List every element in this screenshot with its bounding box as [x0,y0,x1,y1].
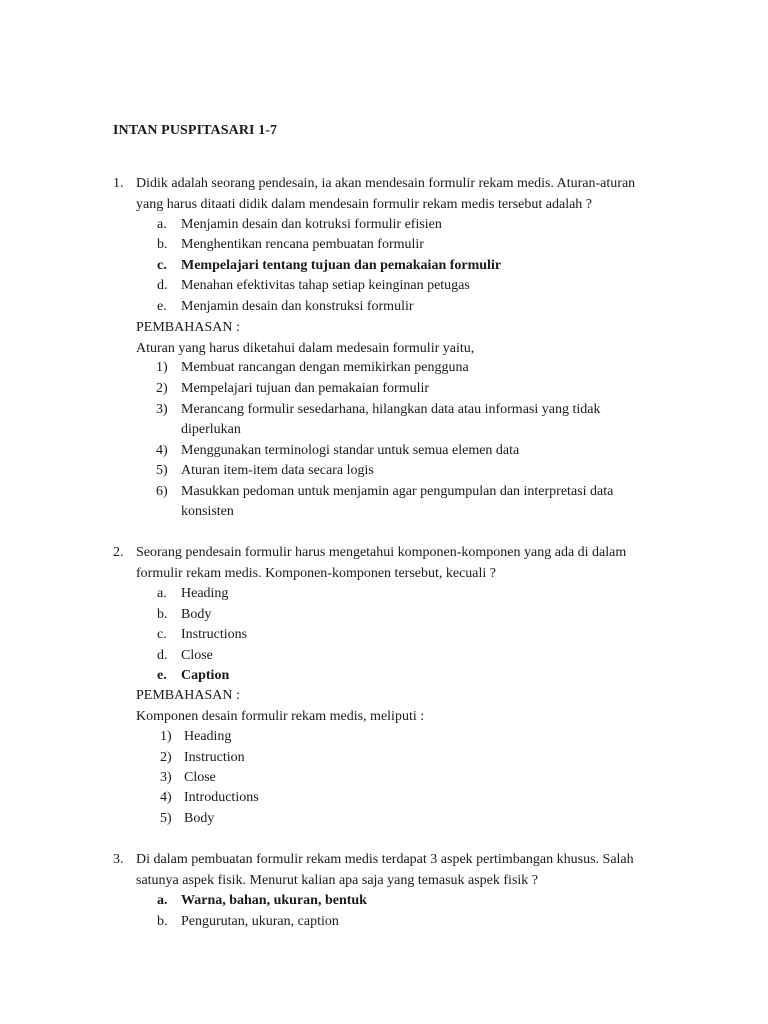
question-1-point-1-number: 1) [156,360,168,375]
question-1-text-line-2: yang harus ditaati didik dalam mendesain formulir rekam medis tersebut adalah ? [136,197,593,212]
question-1-point-6-text-line-2: konsisten [181,504,234,519]
question-3-option-b-text: Pengurutan, ukuran, caption [181,914,339,929]
question-1-option-b-text: Menghentikan rencana pembuatan formulir [181,237,424,252]
question-2-point-2-text: Instruction [184,750,245,765]
question-2-option-c-text: Instructions [181,627,248,642]
question-2-point-1-text: Heading [184,729,232,744]
question-2-option-e-letter: e. [157,668,167,683]
question-3-option-a-text: Warna, bahan, ukuran, bentuk [181,893,367,908]
question-1-option-c-text: Mempelajari tentang tujuan dan pemakaian formulir [181,258,502,273]
question-1-option-e-text: Menjamin desain dan konstruksi formulir [181,299,414,314]
question-1-option-a-letter: a. [157,217,167,232]
question-1-number: 1. [113,176,124,191]
question-1-point-3-text-line-2: diperlukan [181,422,241,437]
question-2-option-d-letter: d. [157,648,168,663]
question-1-option-b-letter: b. [157,237,168,252]
question-2-text-line-1: Seorang pendesain formulir harus mengetahui komponen-komponen yang ada di dalam [136,545,627,560]
question-2-option-b-text: Body [181,607,212,622]
question-2-point-5-number: 5) [160,811,172,826]
question-2-option-d-text: Close [181,648,213,663]
question-2-point-4-number: 4) [160,790,172,805]
question-1-text-line-1: Didik adalah seorang pendesain, ia akan mendesain formulir rekam medis. Aturan-aturan [136,176,636,191]
question-2-point-4-text: Introductions [184,790,259,805]
question-1-point-6-text-line-1: Masukkan pedoman untuk menjamin agar pengumpulan dan interpretasi data [181,484,614,499]
question-1-point-2-text: Mempelajari tujuan dan pemakaian formulir [181,381,430,396]
question-3-option-a-letter: a. [157,893,168,908]
question-1-point-4-text: Menggunakan terminologi standar untuk semua elemen data [181,443,520,458]
question-1-point-3-text-line-1: Merancang formulir sesedarhana, hilangkan data atau informasi yang tidak [181,402,601,417]
question-2-discussion-label: PEMBAHASAN : [136,688,240,703]
question-2-option-a-letter: a. [157,586,167,601]
question-1-point-6-number: 6) [156,484,168,499]
question-1-point-4-number: 4) [156,443,168,458]
question-1-option-d-letter: d. [157,278,168,293]
question-2-point-3-text: Close [184,770,216,785]
question-2-option-c-letter: c. [157,627,167,642]
question-1-point-5-text: Aturan item-item data secara logis [181,463,374,478]
question-1-point-1-text: Membuat rancangan dengan memikirkan pengguna [181,360,469,375]
question-2-point-3-number: 3) [160,770,172,785]
question-2-point-1-number: 1) [160,729,172,744]
question-2-number: 2. [113,545,124,560]
question-1-discussion-intro: Aturan yang harus diketahui dalam medesain formulir yaitu, [136,341,475,356]
question-1-option-c-letter: c. [157,258,167,273]
question-3-text-line-2: satunya aspek fisik. Menurut kalian apa saja yang temasuk aspek fisik ? [136,873,538,888]
question-2-option-e-text: Caption [181,668,230,683]
question-2-option-b-letter: b. [157,607,168,622]
question-1-discussion-label: PEMBAHASAN : [136,320,240,335]
question-2-text-line-2: formulir rekam medis. Komponen-komponen tersebut, kecuali ? [136,566,497,581]
question-1-option-e-letter: e. [157,299,167,314]
question-2-point-5-text: Body [184,811,215,826]
question-1-point-3-number: 3) [156,402,168,417]
question-3-text-line-1: Di dalam pembuatan formulir rekam medis terdapat 3 aspek pertimbangan khusus. Salah [136,852,634,867]
question-2-option-a-text: Heading [181,586,229,601]
question-3-option-b-letter: b. [157,914,168,929]
question-1-point-2-number: 2) [156,381,168,396]
document-title: INTAN PUSPITASARI 1-7 [113,123,278,138]
question-3-number: 3. [113,852,124,867]
question-1-option-a-text: Menjamin desain dan kotruksi formulir efisien [181,217,442,232]
question-1-point-5-number: 5) [156,463,168,478]
question-2-point-2-number: 2) [160,750,172,765]
question-2-discussion-intro: Komponen desain formulir rekam medis, meliputi : [136,709,425,724]
question-1-option-d-text: Menahan efektivitas tahap setiap keinginan petugas [181,278,470,293]
